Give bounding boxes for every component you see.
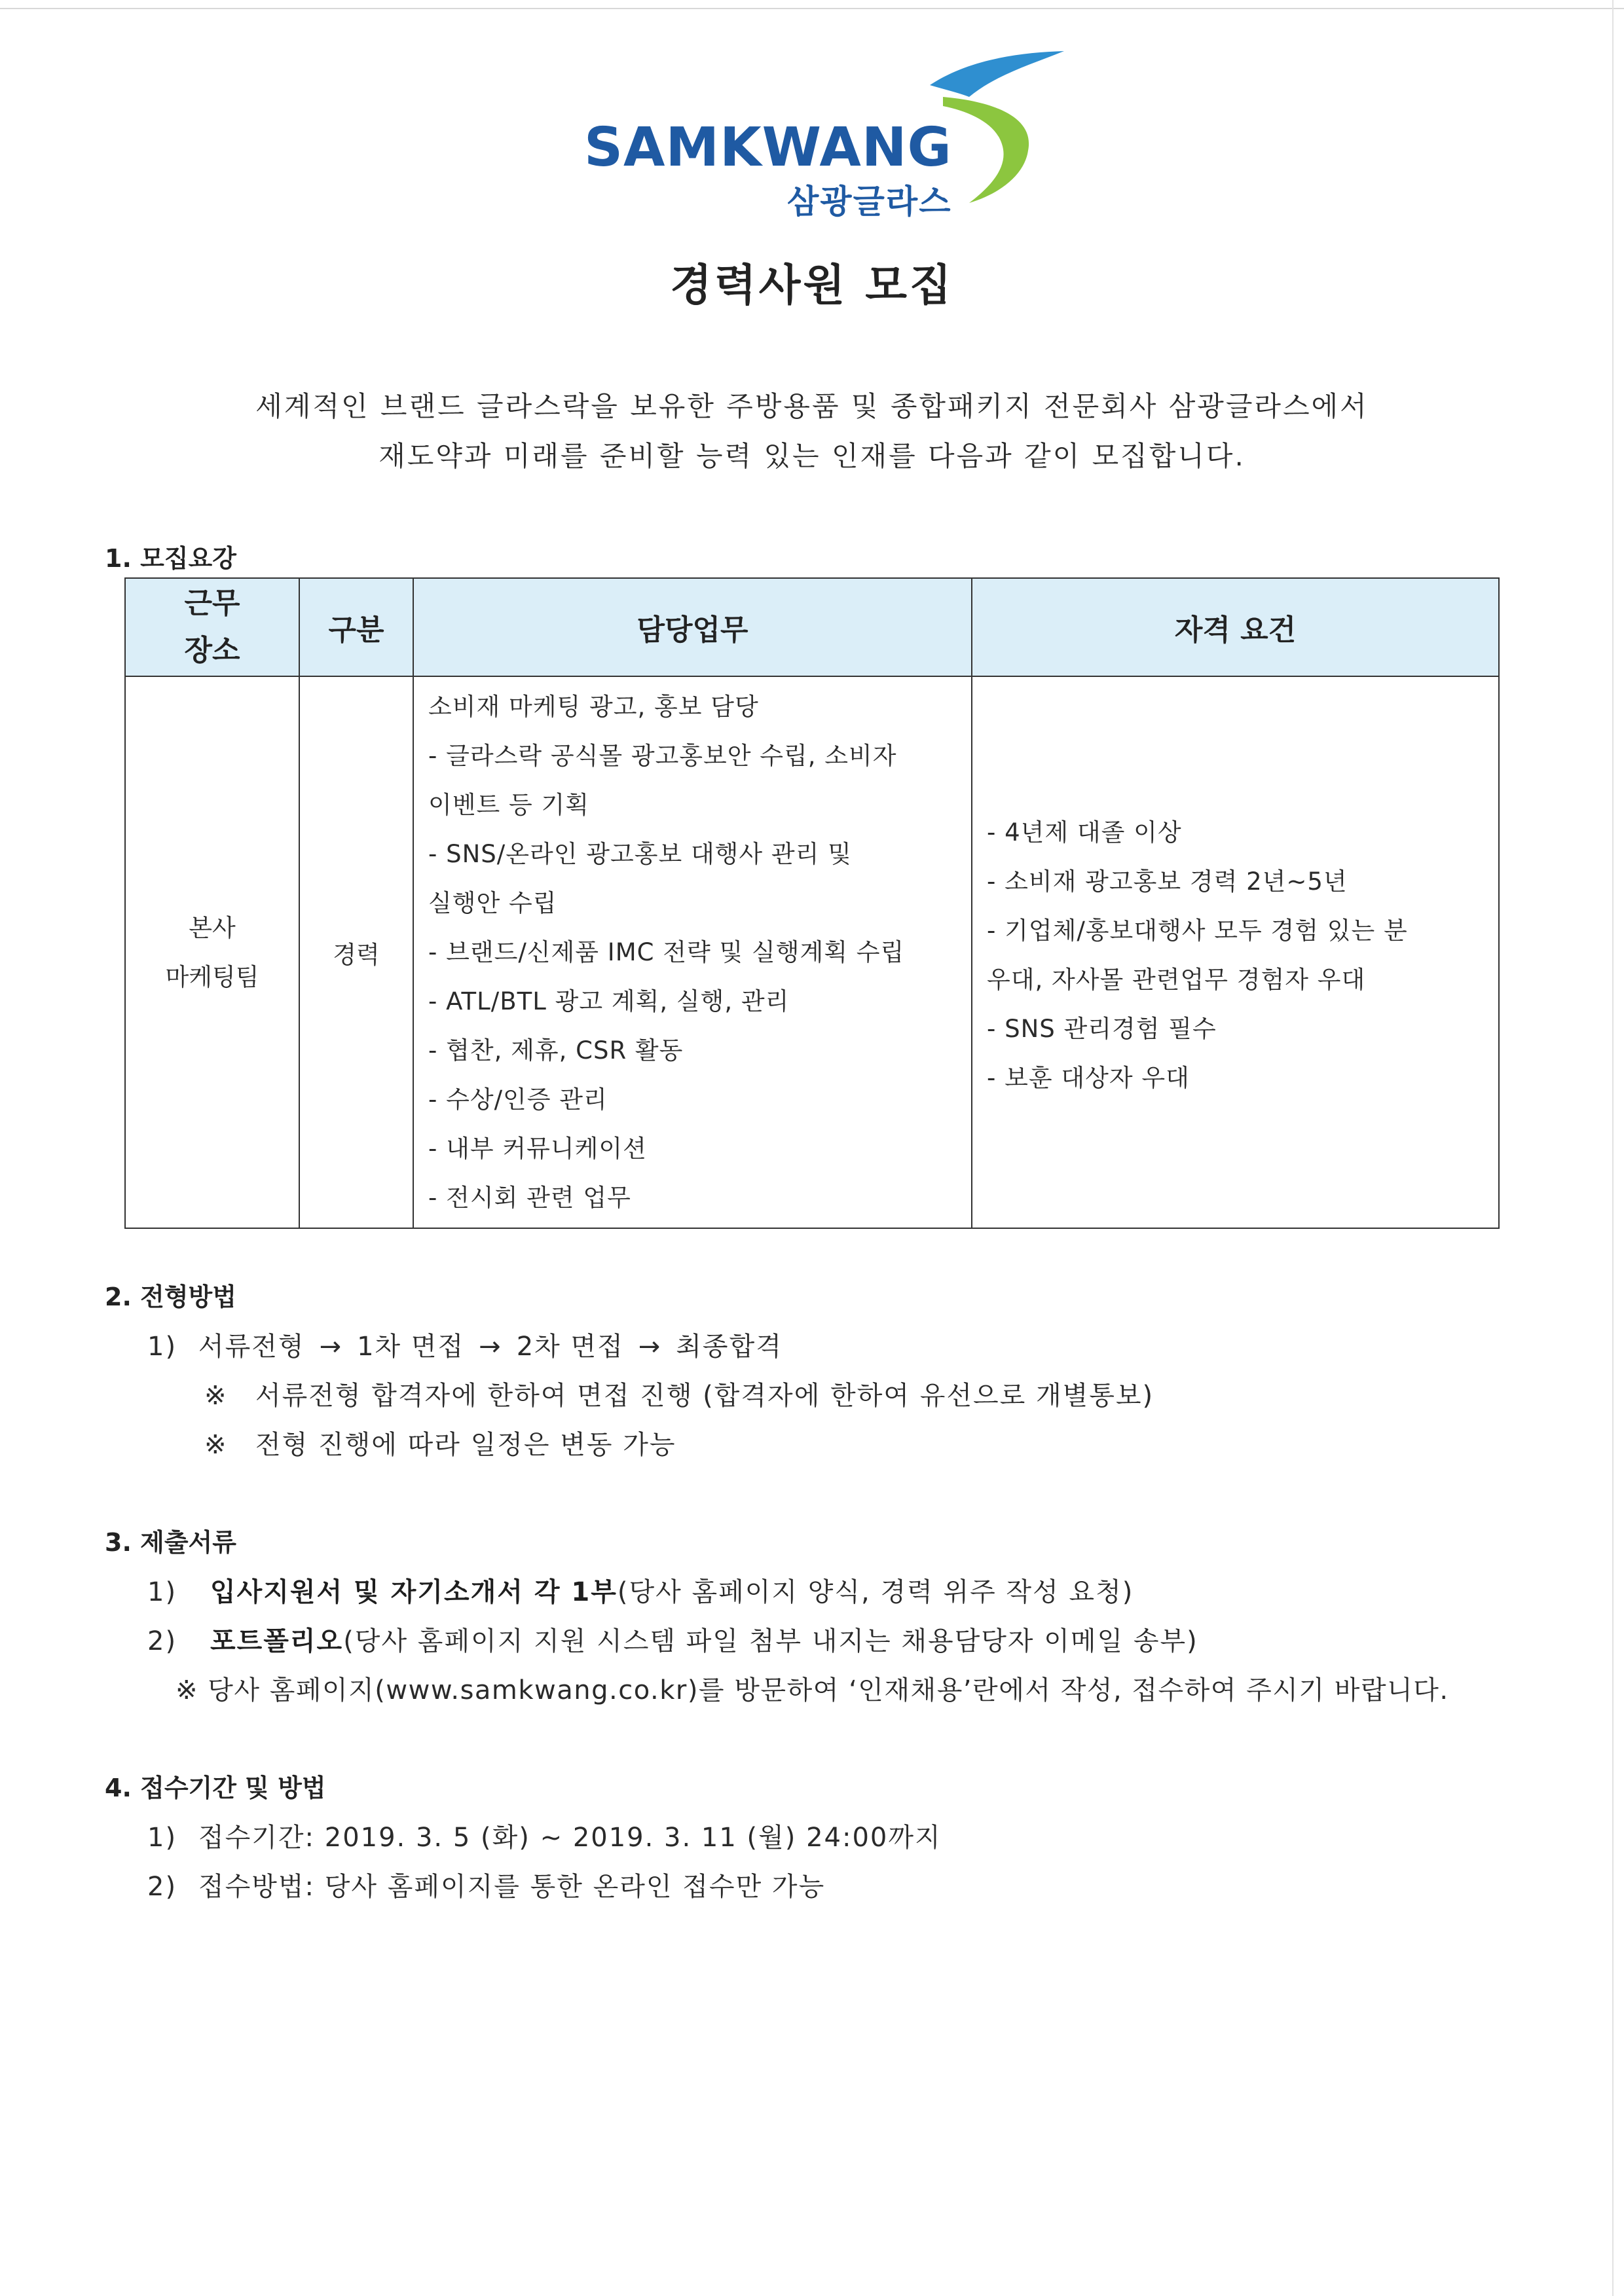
recruitment-table xyxy=(124,577,1500,1229)
scan-edge-top xyxy=(0,8,1624,9)
duty-line: - 내부 커뮤니케이션 xyxy=(428,1135,647,1163)
item-number: 1) xyxy=(147,1577,177,1607)
item-text: 접수기간: 2019. 3. 5 (화) ~ 2019. 3. 11 (월) 24:00까지 xyxy=(198,1823,942,1853)
logo-name-ko: 삼광글라스 xyxy=(787,183,952,221)
cell-requirements xyxy=(972,676,1499,1228)
scan-edge-right xyxy=(1612,0,1614,2296)
arrow-icon: → xyxy=(638,1332,662,1362)
place-line-1: 본사 xyxy=(189,913,236,942)
item-bold-text: 포트폴리오 xyxy=(210,1626,344,1656)
item-text: 접수방법: 당사 홈페이지를 통한 온라인 접수만 가능 xyxy=(198,1872,826,1902)
duty-line: - ATL/BTL 광고 계획, 실행, 관리 xyxy=(428,987,790,1015)
document-item-2 xyxy=(147,1620,1198,1658)
note-text: 서류전형 합격자에 한하여 면접 진행 (합격자에 한하여 유선으로 개별통보) xyxy=(255,1381,1154,1411)
duty-line: - 수상/인증 관리 xyxy=(428,1085,608,1114)
table-row xyxy=(125,676,1499,1228)
section-1-heading: 1. 모집요강 xyxy=(105,544,236,573)
duty-line: 이벤트 등 기획 xyxy=(428,791,589,819)
item-bold-text: 입사지원서 및 자기소개서 각 1부 xyxy=(210,1577,618,1607)
duty-line: - 브랜드/신제품 IMC 전략 및 실행계획 수립 xyxy=(428,938,905,966)
samkwang-logo xyxy=(576,46,1074,221)
duty-line: 소비재 마케팅 광고, 홍보 담당 xyxy=(428,693,759,721)
header-place-line-1: 근무 xyxy=(184,587,240,620)
document-note: ※ 당사 홈페이지(www.samkwang.co.kr)를 방문하여 ‘인재채용’란에서 작성, 접수하여 주시기 바랍니다. xyxy=(175,1675,1449,1705)
document-item-1 xyxy=(147,1571,1134,1609)
header-place xyxy=(125,578,299,676)
requirement-line: - 기업체/홍보대행사 모두 경험 있는 분 xyxy=(987,917,1408,945)
arrow-icon: → xyxy=(479,1332,502,1362)
header-type: 구분 xyxy=(299,578,413,676)
section-2-heading: 2. 전형방법 xyxy=(105,1283,236,1311)
intro-line-1: 세계적인 브랜드 글라스락을 보유한 주방용품 및 종합패키지 전문회사 삼광글라스에서 xyxy=(255,390,1369,422)
duty-line: - 협찬, 제휴, CSR 활동 xyxy=(428,1036,684,1065)
selection-note-2 xyxy=(204,1424,676,1461)
duty-line: - 글라스락 공식몰 광고홍보안 수립, 소비자 xyxy=(428,742,897,770)
cell-type: 경력 xyxy=(299,676,413,1228)
requirement-line: - 소비재 광고홍보 경력 2년~5년 xyxy=(987,867,1348,896)
header-place-line-2: 장소 xyxy=(184,634,240,667)
cell-place xyxy=(125,676,299,1228)
requirement-line: - SNS 관리경험 필수 xyxy=(987,1015,1217,1043)
item-number: 1) xyxy=(147,1823,177,1853)
step-4: 최종합격 xyxy=(676,1332,783,1362)
table-header-row xyxy=(125,578,1499,676)
requirement-line: - 보훈 대상자 우대 xyxy=(987,1064,1190,1092)
note-mark: ※ xyxy=(204,1430,228,1460)
step-2: 1차 면접 xyxy=(357,1332,465,1362)
item-number: 2) xyxy=(147,1872,177,1902)
page-title: 경력사원 모집 xyxy=(670,260,954,310)
note-text: 전형 진행에 따라 일정은 변동 가능 xyxy=(255,1430,676,1460)
selection-steps xyxy=(147,1326,783,1363)
note-mark: ※ xyxy=(204,1381,228,1411)
place-line-2: 마케팅팀 xyxy=(165,962,259,991)
step-1: 서류전형 xyxy=(198,1332,305,1362)
duty-line: - 전시회 관련 업무 xyxy=(428,1184,631,1212)
item-rest-text: (당사 홈페이지 양식, 경력 위주 작성 요청) xyxy=(617,1577,1134,1607)
duty-line: - SNS/온라인 광고홍보 대행사 관리 및 xyxy=(428,840,852,868)
application-item-2 xyxy=(147,1866,825,1903)
intro-line-2: 재도약과 미래를 준비할 능력 있는 인재를 다음과 같이 모집합니다. xyxy=(378,440,1246,472)
header-requirements: 자격 요건 xyxy=(972,578,1499,676)
requirement-line: 우대, 자사몰 관련업무 경험자 우대 xyxy=(987,966,1366,994)
section-4-heading: 4. 접수기간 및 방법 xyxy=(105,1774,326,1802)
requirements-list xyxy=(987,808,1498,1102)
item-number: 2) xyxy=(147,1626,177,1656)
requirement-line: - 4년제 대졸 이상 xyxy=(987,818,1182,847)
selection-note-1 xyxy=(204,1375,1154,1412)
item-rest-text: (당사 홈페이지 지원 시스템 파일 첨부 내지는 채용담당자 이메일 송부) xyxy=(343,1626,1198,1656)
application-item-1 xyxy=(147,1817,942,1854)
arrow-icon: → xyxy=(319,1332,343,1362)
step-number: 1) xyxy=(147,1332,177,1362)
duty-line: 실행안 수립 xyxy=(428,889,557,917)
header-duties: 담당업무 xyxy=(413,578,972,676)
logo-name-en: SAMKWANG xyxy=(584,117,952,179)
step-3: 2차 면접 xyxy=(516,1332,624,1362)
cell-duties xyxy=(413,676,972,1228)
section-3-heading: 3. 제출서류 xyxy=(105,1528,236,1557)
